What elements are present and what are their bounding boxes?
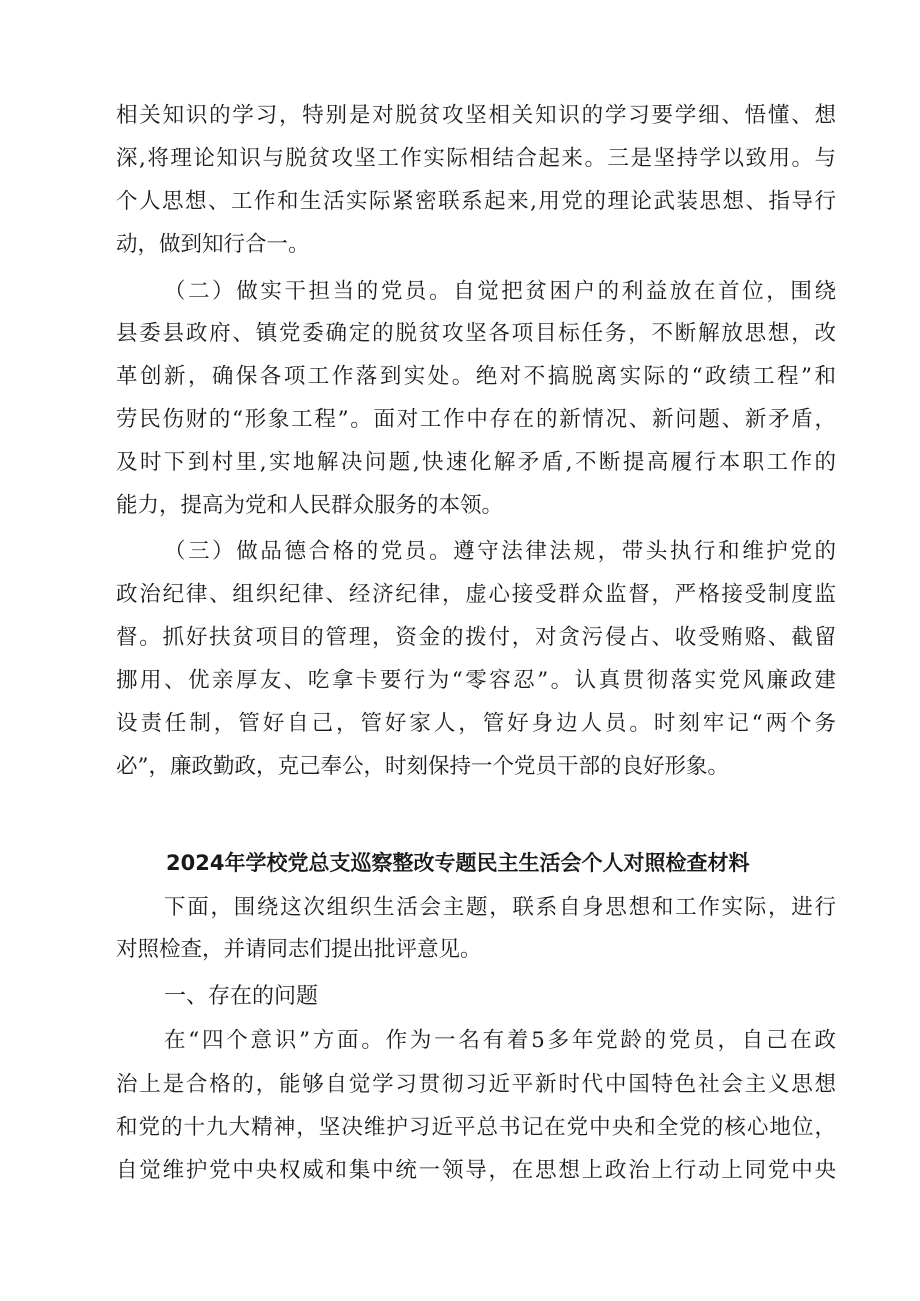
paragraph-line: 挪用、优亲厚友、吃拿卡要行为“零容忍”。认真贯彻落实党风廉政建 xyxy=(116,668,836,693)
paragraph-line: 劳民伤财的“形象工程”。面对工作中存在的新情况、新问题、新矛盾， xyxy=(116,407,836,432)
paragraph-line: 政治纪律、组织纪律、经济纪律，虚心接受群众监督，严格接受制度监 xyxy=(116,582,836,607)
paragraph-line: 能力，提高为党和人民群众服务的本领。 xyxy=(116,493,504,518)
paragraph-line: 县委县政府、镇党委确定的脱贫攻坚各项目标任务，不断解放思想，改 xyxy=(116,321,836,346)
paragraph-line: 治上是合格的，能够自觉学习贯彻习近平新时代中国特色社会主义思想 xyxy=(116,1072,836,1097)
paragraph-line: 相关知识的学习，特别是对脱贫攻坚相关知识的学习要学细、悟懂、想 xyxy=(116,103,836,128)
paragraph-line: 对照检查，并请同志们提出批评意见。 xyxy=(116,937,482,962)
paragraph-first-line: 下面，围绕这次组织生活会主题，联系自身思想和工作实际，进行 xyxy=(164,895,836,920)
paragraph-line: 设责任制，管好自己，管好家人，管好身边人员。时刻牢记“两个务 xyxy=(116,711,836,736)
paragraph-first-line: （三）做品德合格的党员。遵守法律法规，带头执行和维护党的 xyxy=(164,539,836,564)
paragraph-line: 动，做到知行合一。 xyxy=(116,232,310,257)
paragraph-line: 和党的十九大精神，坚决维护习近平总书记在党中央和全党的核心地位， xyxy=(116,1115,836,1140)
paragraph-first-line: （二）做实干担当的党员。自觉把贫困户的利益放在首位，围绕 xyxy=(164,279,836,304)
section-heading: 一、存在的问题 xyxy=(164,984,319,1009)
paragraph-first-line: 在“四个意识”方面。作为一名有着5多年党龄的党员，自己在政 xyxy=(164,1028,836,1053)
paragraph-line: 自觉维护党中央权威和集中统一领导，在思想上政治上行动上同党中央 xyxy=(116,1158,836,1183)
paragraph-line: 及时下到村里,实地解决问题,快速化解矛盾,不断提高履行本职工作的 xyxy=(116,450,836,475)
document-title: 2024年学校党总支巡察整改专题民主生活会个人对照检查材料 xyxy=(166,851,750,875)
paragraph-line: 个人思想、工作和生活实际紧密联系起来,用党的理论武装思想、指导行 xyxy=(116,189,836,214)
paragraph-line: 革创新，确保各项工作落到实处。绝对不搞脱离实际的“政绩工程”和 xyxy=(116,364,836,389)
paragraph-line: 必”，廉政勤政，克己奉公，时刻保持一个党员干部的良好形象。 xyxy=(116,754,729,779)
paragraph-line: 深,将理论知识与脱贫攻坚工作实际相结合起来。三是坚持学以致用。与 xyxy=(116,146,836,171)
paragraph-line: 督。抓好扶贫项目的管理，资金的拨付，对贪污侵占、收受贿赂、截留 xyxy=(116,625,836,650)
